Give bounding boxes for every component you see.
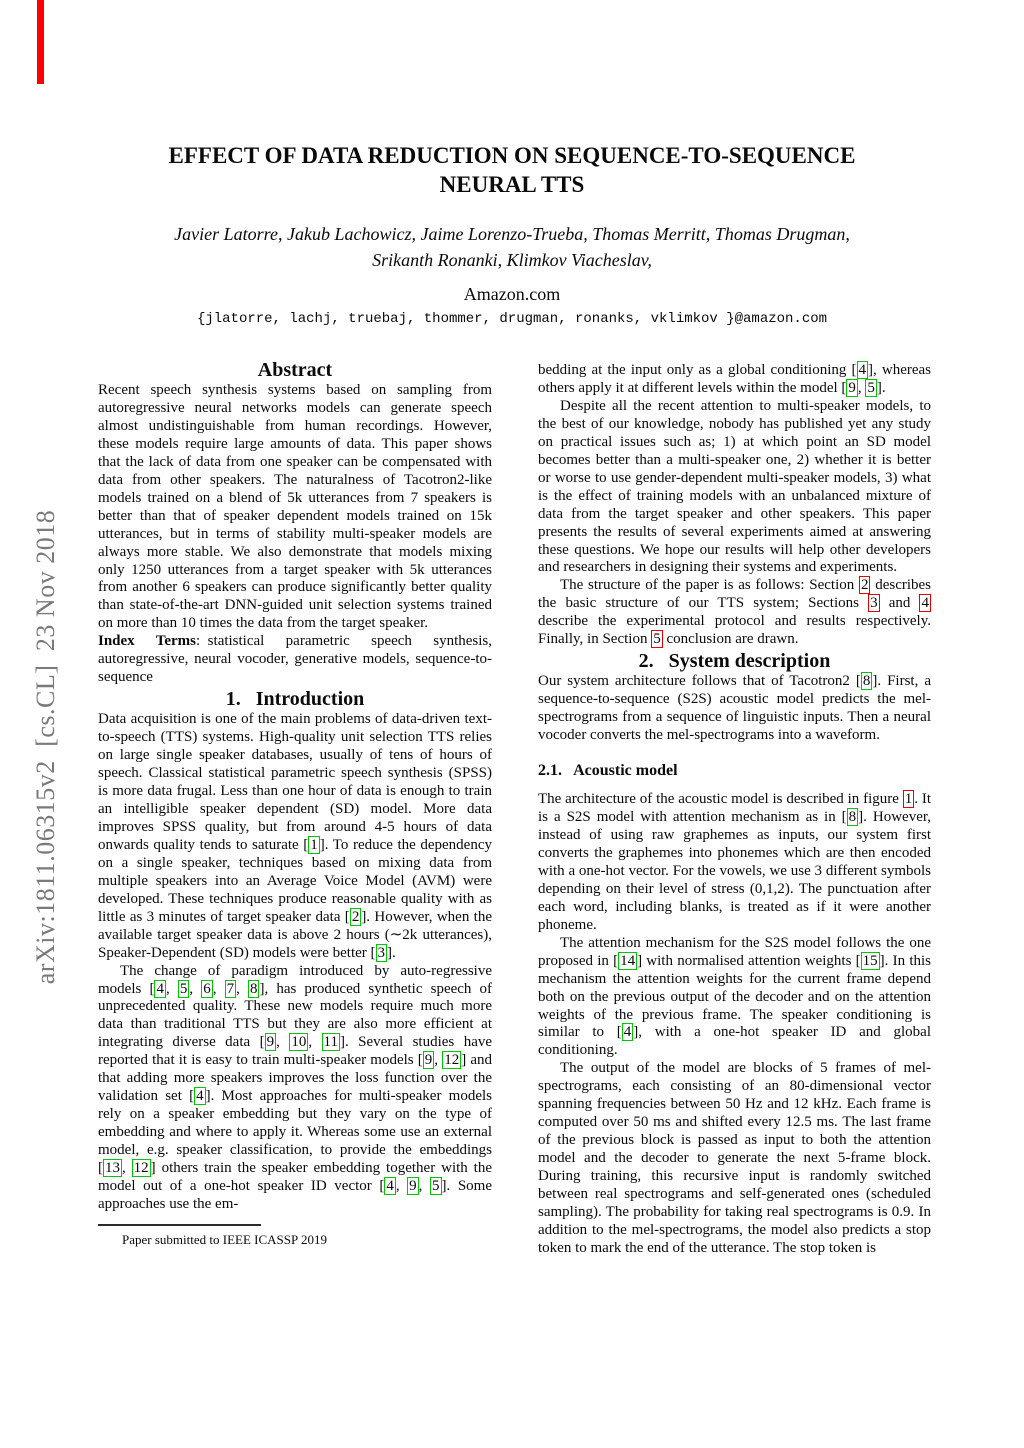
left-edge-red-marker <box>37 0 44 84</box>
footnote-text: Paper submitted to IEEE ICASSP 2019 <box>122 1231 327 1247</box>
title-line-1: EFFECT OF DATA REDUCTION ON SEQUENCE-TO-SEQUENCE <box>168 143 856 168</box>
citation-link[interactable]: 14 <box>620 952 636 969</box>
citation-link[interactable]: 5 <box>179 980 188 997</box>
authors-line-2: Srikanth Ronanki, Klimkov Viacheslav, <box>372 250 652 270</box>
abstract-heading: Abstract <box>257 359 333 381</box>
index-terms: Index Terms: statistical parametric speech synthesis, autoregressive, neural vocoder, generative models, sequence-to-sequence <box>98 633 492 686</box>
section-2-heading: 2. System description <box>638 650 831 673</box>
citation-link[interactable]: 2 <box>351 908 360 925</box>
abstract-body: Recent speech synthesis systems based on sampling from autoregressive neural networks models can generate speech almost undistinguishable from human recordings. However, these models require large amounts of data. This paper shows that the lack of data from one speaker can be compensated with data from other speakers. The naturalness of Tacotron2-like models trained on a blend of 5k utterances from 7 speakers is better than that of speaker dependent models trained on 15k utterances, but in terms of stability multi-speaker models are always more stable. We also demonstrate that models mixing only 1250 utterances from a target speaker with 5k utterances from another 6 speakers can produce significantly better quality than state-of-the-art DNN-guided unit selection systems trained on more than 10 times the data from the target speaker. <box>98 382 492 632</box>
left-column <box>98 358 492 1248</box>
citation-link[interactable]: 5 <box>867 379 875 396</box>
acoustic-paragraph-3: The output of the model are blocks of 5 frames of mel-spectrograms, each consisting of an 80-dimensional vector spanning frequencies between 50 Hz and 12 kHz. Each frame is computed over 50 ms and shifted every 12.5 ms. The last frame of the previous block is passed as input to both the attention model and the decoder to generate the next 5-frame block. During training, this recursive input is randomly switched between real spectrograms and self-generated ones (scheduled sampling). The probability for taking real spectrograms is 0.9. In addition to the mel-spectrograms, the model also predicts a stop token to mark the end of the utterance. The stop token is <box>538 1060 931 1256</box>
citation-link[interactable]: 15 <box>862 952 878 969</box>
citation-link[interactable]: 3 <box>377 944 386 961</box>
citation-link[interactable]: 12 <box>444 1052 460 1069</box>
intro-paragraph-3: Despite all the recent attention to multi-speaker models, to the best of our knowledge, nobody has published yet any study on practical issues such as; 1) at which point an SD model becomes better than a multi-speaker one, 2) whether it is better or worse to use gender-dependent multi-speaker models, 3) what is the effect of training models with an unbalanced mixture of data from the target speaker and other speakers. This paper presents the results of several experiments aimed at answering these questions. We hope our results will help other developers and researchers in designing their systems and experiments. <box>538 397 931 576</box>
citation-link[interactable]: 8 <box>848 809 857 826</box>
citation-link[interactable]: 9 <box>409 1177 417 1194</box>
internal-ref-link[interactable]: 5 <box>653 631 661 648</box>
arxiv-watermark: arXiv:1811.06315v2 [cs.CL] 23 Nov 2018 <box>31 509 60 985</box>
intro-paragraph-2: The change of paradigm introduced by auto-regressive models [ 4 , 5 , 6 , 7 , 8 ], has produced synthetic speech of unprecedented quality. These new models require much more data than traditional TTS but they are also more efficient at integrating diverse data [ 9 , 10 , 11 ]. Several studies have reported that it is easy to train multi-speaker models [ 9 , 12 ] and that adding more speakers improves the loss function over the validation set [ 4 ]. Most approaches for multi-speaker models rely on a speaker embedding but they vary on the type of embedding and where to apply it. Whereas some use an external model, e.g. speaker classification, to provide the embeddings [ 13 , 12 ] others train the speaker embedding together with the model out of a one-hot speaker ID vector [ 4 , 9 , 5 ]. Some approaches use the em- <box>98 962 493 1212</box>
citation-link[interactable]: 4 <box>196 1088 204 1105</box>
intro-paragraph-1: Data acquisition is one of the main problems of data-driven text-to-speech (TTS) systems. High-quality unit selection TTS relies on large single speaker databases, usually of tens of hours of speech. Classical statistical parametric speech synthesis (SPSS) is more data frugal. Less than one hour of data is enough to train an intelligible speaker dependent (SD) model. More data improves SPSS quality, but from around 4-5 hours of data onwards quality tends to saturate [ 1 ]. To reduce the dependency on a single speaker, techniques based on mixing data from multiple speakers into an Average Voice Model (AVM) were developed. These techniques produce reasonable quality with as little as 3 minutes of target speaker data [ 2 ]. However, when the available target speaker data is above 2 hours (∼2k utterances), Speaker-Dependent (SD) models were better [ 3 ]. <box>98 711 492 961</box>
internal-ref-link[interactable]: 4 <box>921 595 929 612</box>
citation-link[interactable]: 9 <box>424 1052 433 1069</box>
system-paragraph-1: Our system architecture follows that of Tacotron2 [ 8 ]. First, a sequence-to-sequence (S2S) acoustic model predicts the mel-spectrograms from a sequence of linguistic inputs. Then a neural vocoder converts the mel-spectrograms into a waveform. <box>538 673 931 744</box>
author-list <box>0 221 1024 273</box>
citation-link[interactable]: 4 <box>156 980 164 997</box>
acoustic-paragraph-2: The attention mechanism for the S2S model follows the one proposed in [ 14 ] with normalised attention weights [ 15 ]. In this mechanism the attention weights for the current frame depend both on the previous output of the decoder and on the attention weights of the previous frame. The speaker conditioning is similar to [ 4 ], with a one-hot speaker ID and global conditioning. <box>538 934 931 1059</box>
citation-link[interactable]: 4 <box>623 1024 632 1041</box>
citation-link[interactable]: 9 <box>848 379 856 396</box>
paper-title <box>0 141 1024 199</box>
internal-ref-link[interactable]: 2 <box>860 577 869 594</box>
acoustic-paragraph-1: The architecture of the acoustic model is described in figure 1 . It is a S2S model with attention mechanism as in [ 8 ]. However, instead of using raw graphemes as inputs, our system first converts the graphemes into phonemes which are then encoded with a one-hot vector. For the vowels, we use 3 different symbols depending on their level of stress (0,1,2). The punctuation after each word, including blanks, is treated as if it were another phoneme. <box>538 791 931 933</box>
citation-link[interactable]: 8 <box>249 980 258 997</box>
internal-ref-link[interactable]: 3 <box>870 595 878 612</box>
title-line-2: NEURAL TTS <box>439 172 585 197</box>
right-column <box>538 362 931 1258</box>
citation-link[interactable]: 12 <box>133 1160 149 1177</box>
subsection-2-1-heading: 2.1. Acoustic model <box>538 762 678 780</box>
authors-line-1: Javier Latorre, Jakub Lachowicz, Jaime Lorenzo-Trueba, Thomas Merritt, Thomas Drugman, <box>174 224 850 244</box>
section-1-heading: 1. Introduction <box>225 688 365 711</box>
citation-link[interactable]: 5 <box>432 1177 440 1194</box>
footnote <box>98 1224 492 1248</box>
internal-ref-link[interactable]: 1 <box>904 791 913 808</box>
citation-link[interactable]: 4 <box>858 362 866 378</box>
intro-paragraph-2-continued: bedding at the input only as a global conditioning [ 4 ], whereas others apply it at different levels within the model [ 9 , 5 ]. <box>538 362 931 396</box>
citation-link[interactable]: 4 <box>386 1177 394 1194</box>
citation-link[interactable]: 9 <box>266 1034 275 1051</box>
author-emails: {jlatorre, lachj, truebaj, thommer, drugman, ronanks, vklimkov }@amazon.com <box>196 311 828 327</box>
citation-link[interactable]: 13 <box>105 1160 120 1177</box>
affiliation: Amazon.com <box>463 284 561 304</box>
citation-link[interactable]: 1 <box>310 836 318 853</box>
citation-link[interactable]: 6 <box>203 980 211 997</box>
citation-link[interactable]: 8 <box>862 673 871 690</box>
intro-paragraph-4: The structure of the paper is as follows: Section 2 describes the basic structure of our TTS system; Sections 3 and 4 describe the experimental protocol and results respectively. Finally, in Section 5 conclusion are drawn. <box>538 577 932 648</box>
citation-link[interactable]: 11 <box>323 1034 338 1051</box>
citation-link[interactable]: 7 <box>226 980 235 997</box>
footnote-rule <box>98 1224 261 1226</box>
citation-link[interactable]: 10 <box>291 1034 307 1051</box>
index-terms-label: Index Terms <box>98 633 197 650</box>
